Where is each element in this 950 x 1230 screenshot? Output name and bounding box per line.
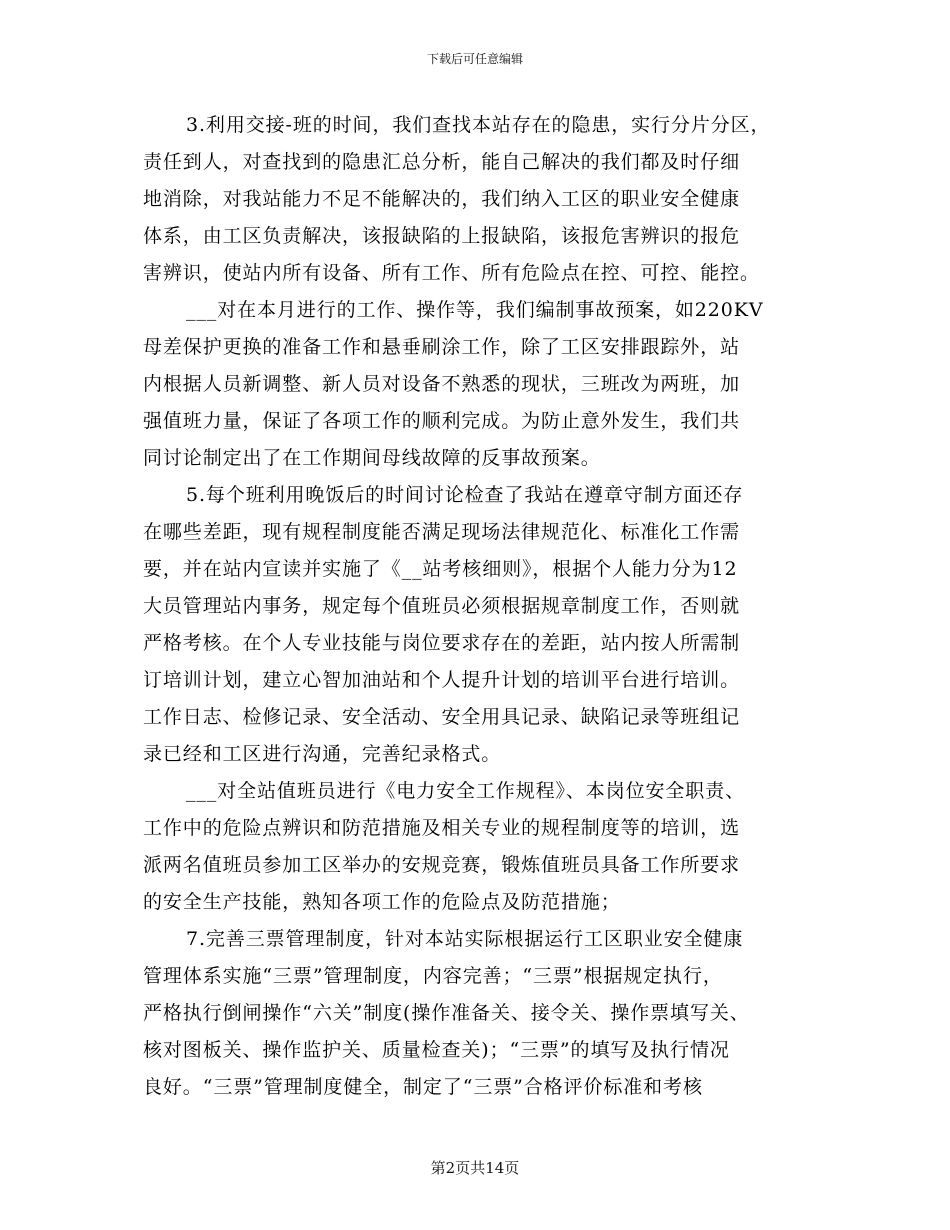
text-line: 强值班力量，保证了各项工作的顺利完成。为防止意外发生，我们共 — [143, 410, 741, 432]
text-line: 害辨识，使站内所有设备、所有工作、所有危险点在控、可控、能控。 — [143, 262, 760, 284]
text-line: 工作日志、检修记录、安全活动、安全用具记录、缺陷记录等班组记 — [143, 706, 741, 728]
text-line: 派两名值班员参加工区举办的安规竞赛，锻炼值班员具备工作所要求 — [143, 854, 741, 876]
text-line: 核对图板关、操作监护关、质量检查关)；“三票”的填写及执行情况 — [143, 1039, 730, 1061]
text-line: 内根据人员新调整、新人员对设备不熟悉的现状，三班改为两班，加 — [143, 373, 741, 395]
text-line: 体系，由工区负责解决，该报缺陷的上报缺陷，该报危害辨识的报危 — [143, 225, 741, 247]
text-line: 责任到人，对查找到的隐患汇总分析，能自己解决的我们都及时仔细 — [143, 151, 741, 173]
text-line: 良好。“三票”管理制度健全，制定了“三票”合格评价标准和考核 — [143, 1076, 703, 1098]
text-line: 要，并在站内宣读并实施了《__站考核细则》，根据个人能力分为12 — [143, 558, 738, 580]
text-line: 录已经和工区进行沟通，完善纪录格式。 — [143, 743, 502, 765]
text-line: 同讨论制定出了在工作期间母线故障的反事故预案。 — [143, 447, 601, 469]
page-header: 下载后可任意编辑 — [426, 52, 523, 66]
text-line: 管理体系实施“三票”管理制度，内容完善；“三票”根据规定执行， — [143, 965, 723, 987]
text-line: 工作中的危险点辨识和防范措施及相关专业的规程制度等的培训，选 — [143, 817, 741, 839]
text-line: 的安全生产技能，熟知各项工作的危险点及防范措施； — [143, 891, 621, 913]
text-line: 母差保护更换的准备工作和悬垂刷涂工作，除了工区安排跟踪外，站 — [143, 336, 741, 358]
text-line: 严格考核。在个人专业技能与岗位要求存在的差距，站内按人所需制 — [143, 632, 741, 654]
text-line: 在哪些差距，现有规程制度能否满足现场法律规范化、标准化工作需 — [143, 521, 741, 543]
text-line: 订培训计划，建立心智加油站和个人提升计划的培训平台进行培训。 — [143, 669, 741, 691]
text-line: ___对全站值班员进行《电力安全工作规程》、本岗位安全职责、 — [186, 780, 746, 802]
text-line: 地消除，对我站能力不足不能解决的，我们纳入工区的职业安全健康 — [143, 188, 741, 210]
text-line: 大员管理站内事务，规定每个值班员必须根据规章制度工作，否则就 — [143, 595, 741, 617]
text-line: 严格执行倒闸操作“六关”制度(操作准备关、接令关、操作票填写关、 — [143, 1002, 750, 1024]
text-line: 7.完善三票管理制度，针对本站实际根据运行工区职业安全健康 — [186, 928, 744, 950]
text-line: 3.利用交接-班的时间，我们查找本站存在的隐患，实行分片分区， — [186, 114, 771, 136]
text-line: 5.每个班利用晚饭后的时间讨论检查了我站在遵章守制方面还存 — [186, 484, 744, 506]
page-number: 第2页共14页 — [430, 1159, 520, 1177]
text-line: ___对在本月进行的工作、操作等，我们编制事故预案，如220KV — [186, 299, 764, 321]
